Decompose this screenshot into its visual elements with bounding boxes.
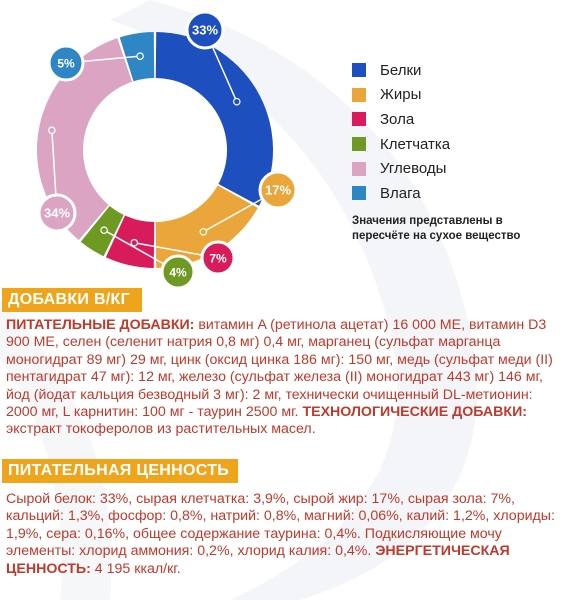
value-label-4: 4% <box>169 265 187 280</box>
connector-dot-1 <box>234 98 240 104</box>
value-label-3: 7% <box>209 251 227 266</box>
legend-item-5 <box>352 156 522 181</box>
technological-additives-label: ТЕХНОЛОГИЧЕСКИЕ ДОБАВКИ: <box>302 404 527 421</box>
chart-legend <box>352 58 522 244</box>
donut-chart <box>0 0 330 290</box>
legend-swatch <box>352 63 366 77</box>
section-title-additives: ДОБАВКИ В/КГ <box>2 288 142 312</box>
nutritional-additives-text: витамин A (ретинола ацетат) 16 000 МЕ, витамин D3 900 МЕ, селен (селенит натрия 0,8 мг) 0,4 мг, марганец (сульфат марганца моногидрат 89 мг) 29 мг, цинк (оксид цинка 186 мг): 150 мг, медь (сульфат меди (II) пентагидрат 47 мг): 12 мг, железо (сульфат железа (II) моногидрат 443 мг) 146 мг, йод (йодат кальция безводный 3 мг): 2 мг, технически очищенный DL-метионин: 2000 мг, L карнитин: 100 мг - таурин 2500 мг. <box>6 317 553 421</box>
value-label-2: 17% <box>264 182 292 198</box>
nutrition-text: Сырой белок: 33%, сырая клетчатка: 3,9%, сырой жир: 17%, сырая зола: 7%, кальций: 1,3%, фосфор: 0,8%, натрий: 0,8%, магний: 0,06%, калий: 1,2%, хлориды: 1,9%, сера: 0,16%, общее содержание таурина: 0,4%. Подкисляющие мочу элементы: хлорид аммония: 0,2%, хлорид калия: 0,4%. <box>6 491 555 560</box>
connector-dot-6 <box>137 53 143 59</box>
connector-dot-5 <box>49 127 55 133</box>
energy-value-label: ЭНЕРГЕТИЧЕСКАЯ ЦЕННОСТЬ: <box>6 543 510 577</box>
legend-swatch <box>352 162 366 176</box>
legend-swatch <box>352 88 366 102</box>
connector-dot-4 <box>101 227 107 233</box>
connector-dot-3 <box>131 240 137 246</box>
legend-item-4 <box>352 132 522 157</box>
value-label-5: 34% <box>43 205 71 221</box>
legend-swatch <box>352 186 366 200</box>
technological-additives-text: экстракт токоферолов из растительных масел. <box>6 421 316 438</box>
legend-item-2 <box>352 83 522 108</box>
nutritional-additives-label: ПИТАТЕЛЬНЫЕ ДОБАВКИ: <box>6 317 195 333</box>
legend-label: Зола <box>380 110 415 128</box>
additives-paragraph <box>6 317 566 439</box>
legend-item-6 <box>352 181 522 206</box>
legend-item-1 <box>352 58 522 83</box>
slice-1 <box>156 32 273 206</box>
legend-label: Клетчатка <box>380 135 451 153</box>
legend-label: Белки <box>380 61 422 79</box>
legend-item-3 <box>352 107 522 132</box>
connector-dot-2 <box>200 229 206 235</box>
nutrition-paragraph <box>6 491 566 578</box>
legend-swatch <box>352 112 366 126</box>
legend-note: Значения представлены в пересчёте на сухое вещество <box>352 214 521 242</box>
legend-label: Жиры <box>380 86 422 104</box>
value-label-1: 33% <box>191 22 219 38</box>
legend-items <box>352 58 522 206</box>
legend-label: Углеводы <box>380 160 447 178</box>
section-title-nutrition: ПИТАТЕЛЬНАЯ ЦЕННОСТЬ <box>2 459 238 483</box>
legend-label: Влага <box>380 184 421 202</box>
legend-swatch <box>352 137 366 151</box>
value-label-6: 5% <box>57 56 75 71</box>
energy-value-text: 4 195 ккал/кг. <box>90 560 181 577</box>
